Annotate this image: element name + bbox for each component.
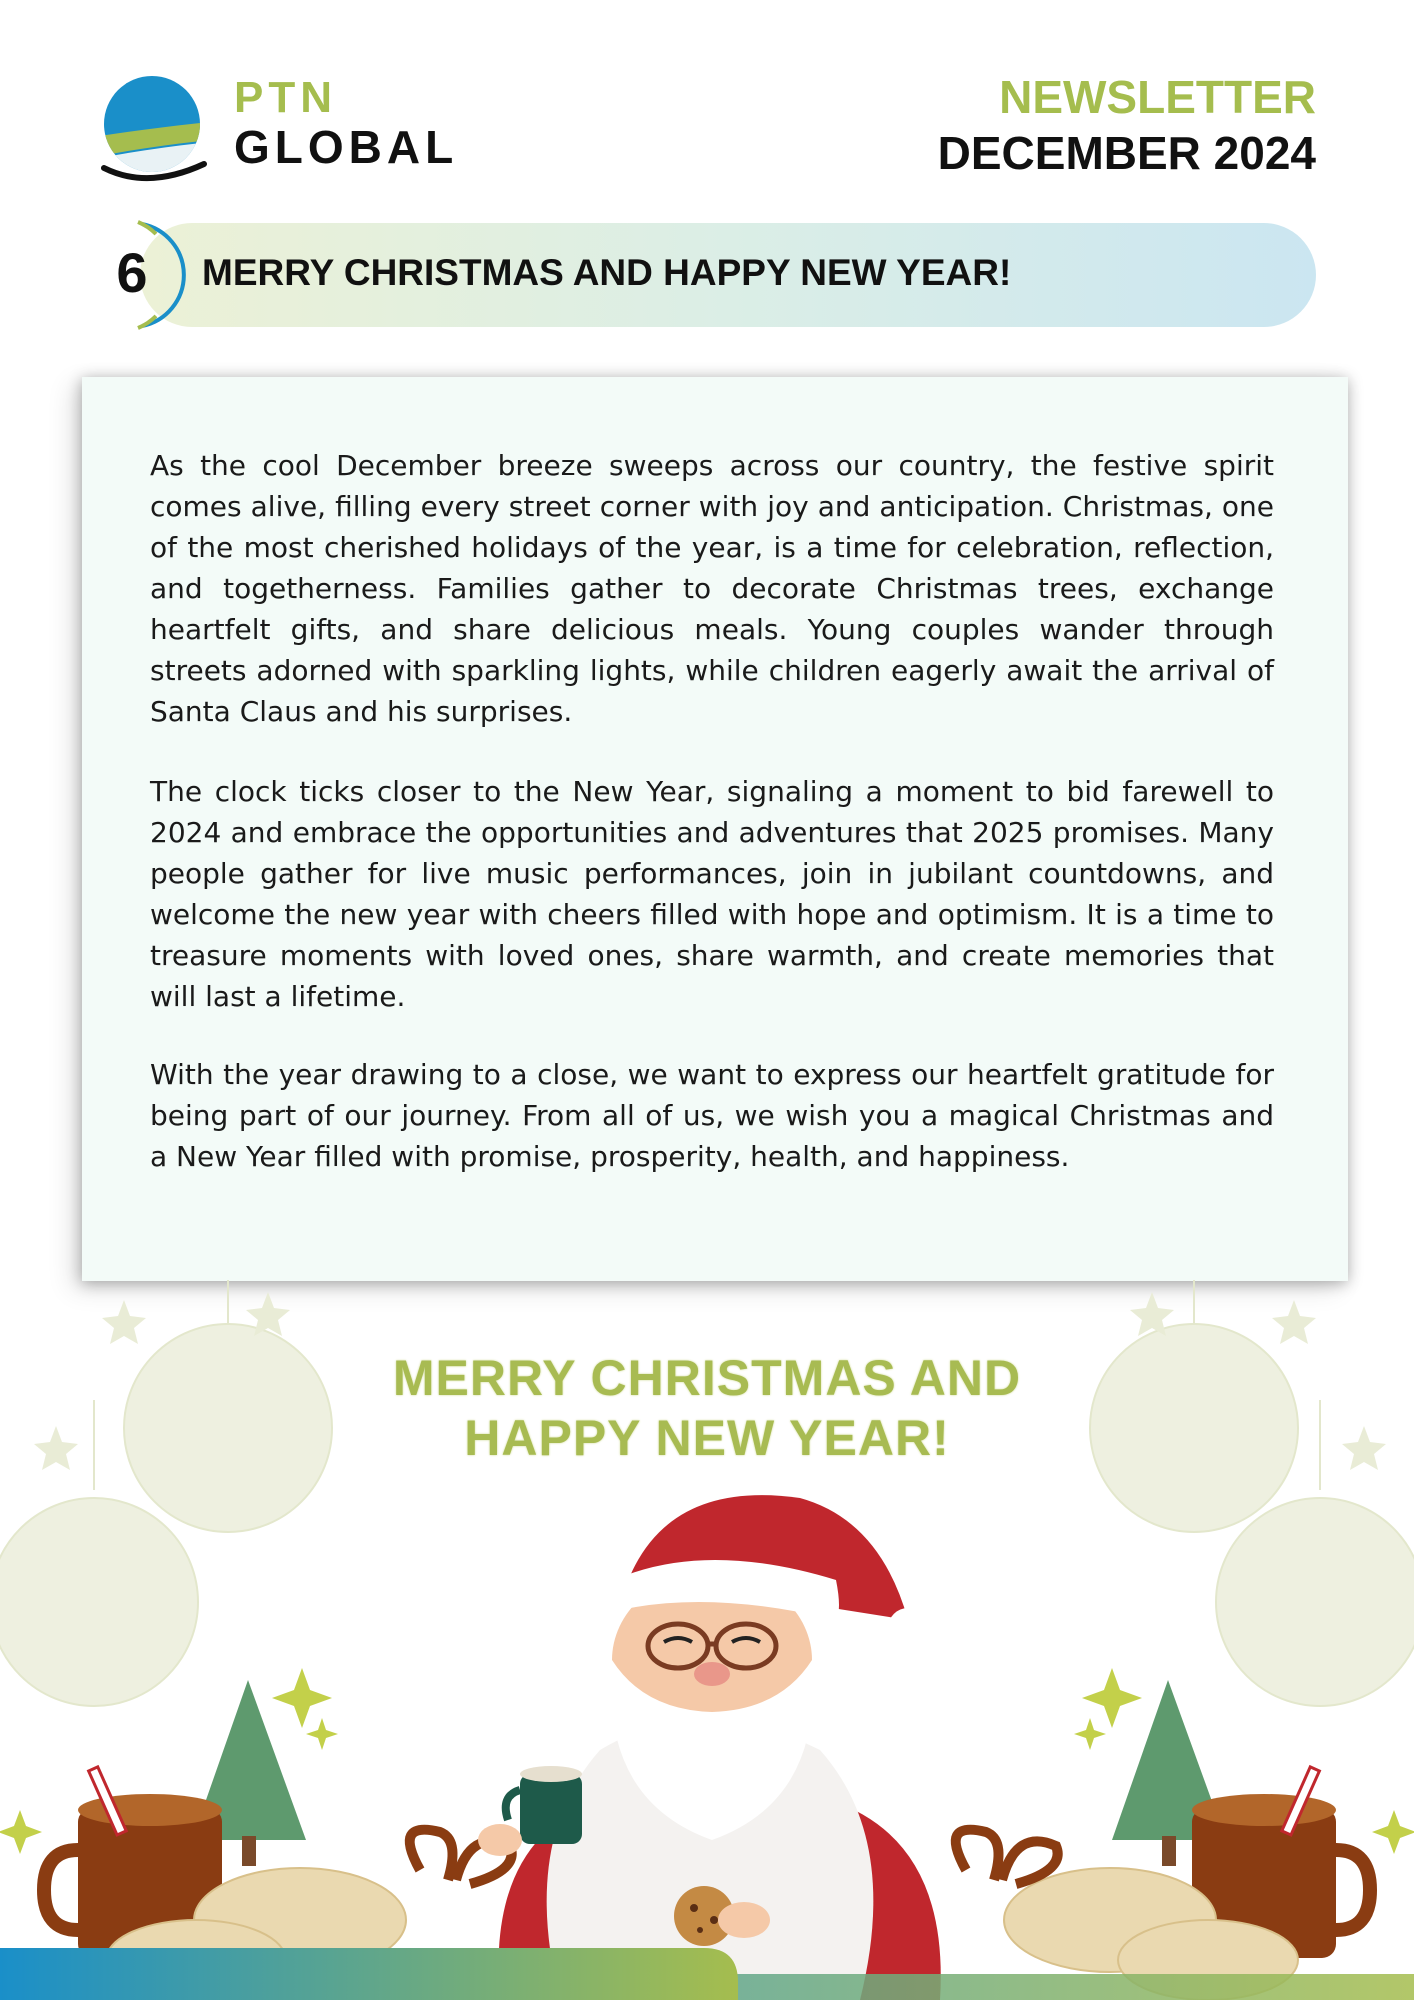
section-number: 6	[116, 241, 148, 304]
mug-in-hand-icon	[478, 1766, 582, 1856]
article-paragraph: As the cool December breeze sweeps across our country, the festive spirit comes alive, filling every street corner with joy and anticipation. Christmas, one of the most cherished holidays of the year, is a time for celebration, reflection, and togetherness. Families gather to decorate Christmas trees, exchange heartfelt gifts, and share delicious meals. Young couples wander through streets adorned with sparkling lights, while children eagerly await the arrival of Santa Claus and his surprises.	[150, 449, 1274, 728]
article-paragraph: The clock ticks closer to the New Year, signaling a moment to bid farewell to 2024 and embrace the opportunities and adventures that 2025 promises. Many people gather for live music performances, join in jubilant countdowns, and welcome the new year with cheers filled with hope and optimism. It is a time to treasure moments with loved ones, share warmth, and create memories that will last a lifetime.	[150, 775, 1274, 1013]
article-paragraph: With the year drawing to a close, we want to express our heartfelt gratitude for being part of our journey. From all of us, we wish you a magical Christmas and a New Year filled with promise, prosperity, health, and happiness.	[150, 1058, 1274, 1173]
brand-line-global: GLOBAL	[234, 121, 459, 173]
greeting-headline	[0, 1348, 1414, 1468]
footer-gradient-bar	[0, 1948, 1414, 2000]
newsletter-label: NEWSLETTER	[999, 71, 1316, 123]
greeting-line-1: MERRY CHRISTMAS AND	[392, 1350, 1022, 1406]
brand-line-ptn: PTN	[234, 73, 337, 122]
section-title: MERRY CHRISTMAS AND HAPPY NEW YEAR!	[202, 252, 1012, 293]
ptn-global-logo-icon	[100, 72, 210, 192]
newsletter-header	[937, 71, 1316, 179]
newsletter-issue-date: DECEMBER 2024	[937, 127, 1316, 179]
article-card	[82, 377, 1348, 1281]
greeting-line-2: HAPPY NEW YEAR!	[464, 1410, 950, 1466]
brand-wordmark	[234, 73, 459, 173]
